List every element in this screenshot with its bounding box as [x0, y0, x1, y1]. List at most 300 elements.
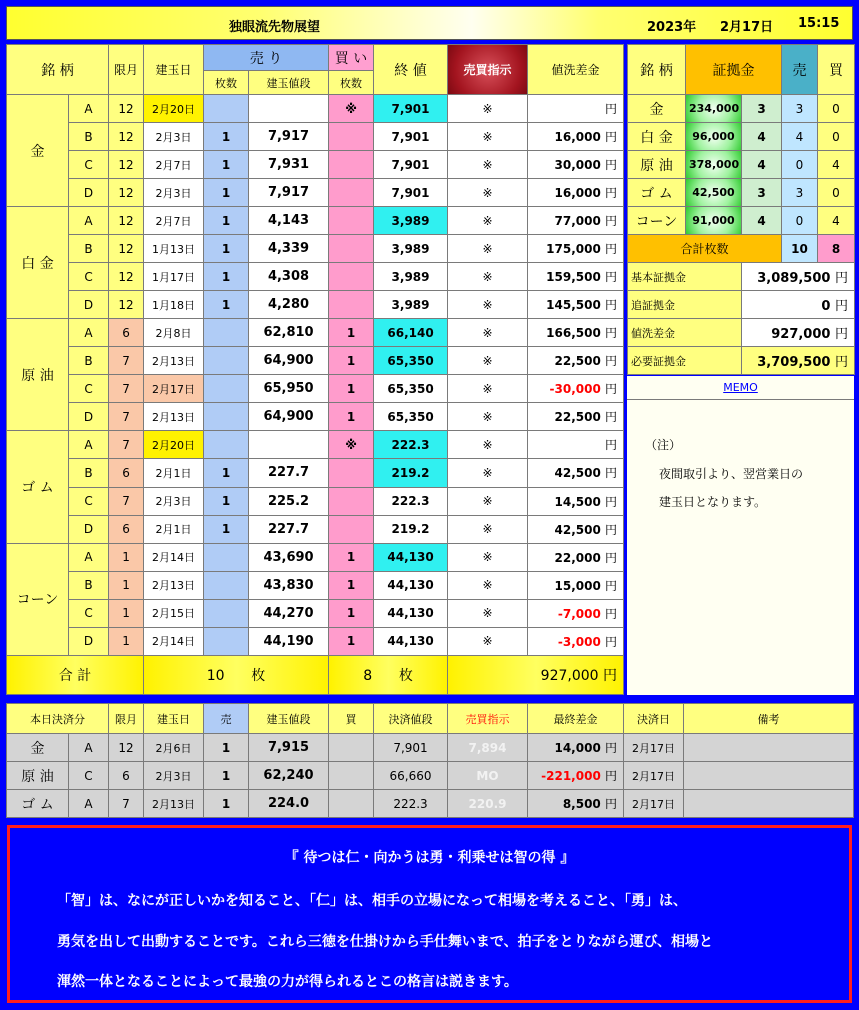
yen-unit: 円 [605, 186, 618, 201]
sell-count: 1 [204, 291, 249, 319]
settle-header-label: 本日決済分 [7, 704, 109, 734]
diff-value: -3,000 [557, 634, 601, 649]
margin-units: 4 [742, 123, 782, 151]
sell-count: 1 [204, 263, 249, 291]
table-row [7, 571, 624, 599]
positions-table [6, 44, 624, 695]
table-row [7, 431, 624, 459]
settle-header-date: 建玉日 [144, 704, 204, 734]
contract-month: 6 [109, 459, 144, 487]
total-buy [329, 655, 448, 694]
settlement-table [6, 703, 854, 818]
sell-count: 1 [204, 207, 249, 235]
trade-sign: ※ [448, 431, 528, 459]
header-buy: 買 い [329, 45, 374, 71]
trade-sign: ※ [448, 375, 528, 403]
close-price: 65,350 [374, 375, 448, 403]
settle-note [684, 734, 854, 762]
contract-month: 7 [109, 347, 144, 375]
position-date: 2月7日 [144, 151, 204, 179]
buy-count [329, 487, 374, 515]
settle-header-buy: 買 [329, 704, 374, 734]
table-row [7, 487, 624, 515]
position-price: 4,143 [249, 207, 329, 235]
trade-sign: ※ [448, 627, 528, 655]
diff-value: -7,000 [557, 606, 601, 621]
settle-settle-date: 2月17日 [624, 734, 684, 762]
margin-brand: 原 油 [628, 151, 686, 179]
header-close: 終 値 [374, 45, 448, 95]
settle-settle-date: 2月17日 [624, 762, 684, 790]
trade-sign: ※ [448, 291, 528, 319]
settle-brand: 原 油 [7, 762, 69, 790]
settle-slot: A [69, 734, 109, 762]
position-price [249, 95, 329, 123]
table-row [7, 291, 624, 319]
margin-units: 4 [742, 151, 782, 179]
contract-month: 7 [109, 431, 144, 459]
contract-month: 12 [109, 179, 144, 207]
slot-label: A [69, 319, 109, 347]
mark-to-market [528, 123, 624, 151]
group-name: 白 金 [7, 207, 69, 319]
close-price: 65,350 [374, 347, 448, 375]
diff-value: 175,000 [546, 242, 601, 257]
buy-count [329, 263, 374, 291]
contract-month: 12 [109, 291, 144, 319]
slot-label: D [69, 627, 109, 655]
group-name: 金 [7, 95, 69, 207]
margin-buy: 0 [818, 179, 855, 207]
position-price: 44,270 [249, 599, 329, 627]
motto-title: 『 待つは仁・向かうは勇・利乗せは智の得 』 [284, 850, 575, 866]
diff-value: 145,500 [546, 298, 601, 313]
contract-month: 1 [109, 627, 144, 655]
position-price: 7,931 [249, 151, 329, 179]
close-price: 7,901 [374, 179, 448, 207]
trade-sign: ※ [448, 347, 528, 375]
total-units-sell: 10 [782, 235, 818, 263]
settle-month: 7 [109, 790, 144, 818]
buy-count: 1 [329, 599, 374, 627]
yen-unit: 円 [605, 214, 618, 229]
total-sell [144, 655, 329, 694]
header-sell: 売 り [204, 45, 329, 71]
group-name: コーン [7, 543, 69, 655]
buy-count [329, 207, 374, 235]
settle-brand: 金 [7, 734, 69, 762]
margin-header-sell: 売 [782, 45, 818, 95]
trade-sign: ※ [448, 319, 528, 347]
settle-sell: 1 [204, 762, 249, 790]
slot-label: B [69, 459, 109, 487]
trade-sign: ※ [448, 235, 528, 263]
margin-buy: 4 [818, 151, 855, 179]
sell-count: 1 [204, 459, 249, 487]
position-date: 2月3日 [144, 123, 204, 151]
group-name: 原 油 [7, 319, 69, 431]
buy-count: ※ [329, 431, 374, 459]
settle-slot: A [69, 790, 109, 818]
close-price: 3,989 [374, 235, 448, 263]
table-row [7, 263, 624, 291]
memo-panel [627, 376, 854, 695]
settle-date: 2月3日 [144, 762, 204, 790]
position-date: 2月13日 [144, 571, 204, 599]
total-unit: 枚 [398, 667, 413, 684]
buy-count [329, 515, 374, 543]
yen-unit: 円 [605, 270, 618, 285]
total-label: 合 計 [7, 655, 144, 694]
buy-count [329, 151, 374, 179]
buy-count: 1 [329, 347, 374, 375]
yen-unit: 円 [605, 298, 618, 313]
total-amount-value: 927,000 [540, 667, 599, 684]
contract-month: 7 [109, 403, 144, 431]
yen-unit: 円 [605, 466, 618, 481]
contract-month: 6 [109, 515, 144, 543]
settle-price: 62,240 [249, 762, 329, 790]
contract-month: 12 [109, 235, 144, 263]
yen-unit: 円 [604, 741, 617, 755]
close-price: 222.3 [374, 487, 448, 515]
settle-note [684, 762, 854, 790]
sell-count [204, 627, 249, 655]
close-price: 7,901 [374, 95, 448, 123]
memo-note: （注） [645, 438, 682, 452]
total-sell-count: 10 [206, 667, 225, 684]
slot-label: A [69, 95, 109, 123]
title-date: 2月17日 [720, 20, 774, 35]
yen-unit: 円 [834, 327, 848, 342]
summary-label: 追証拠金 [628, 291, 742, 319]
contract-month: 6 [109, 319, 144, 347]
slot-label: D [69, 515, 109, 543]
yen-unit: 円 [605, 494, 618, 509]
margin-header-margin: 証拠金 [686, 45, 782, 95]
position-date: 1月13日 [144, 235, 204, 263]
settle-note [684, 790, 854, 818]
mark-to-market [528, 403, 624, 431]
slot-label: A [69, 543, 109, 571]
summary-amount: 927,000 [771, 327, 831, 342]
mark-to-market [528, 543, 624, 571]
mark-to-market [528, 515, 624, 543]
trade-sign: ※ [448, 179, 528, 207]
settle-sign: 220.9 [448, 790, 528, 818]
mark-to-market [528, 431, 624, 459]
close-price: 7,901 [374, 151, 448, 179]
table-row [7, 151, 624, 179]
yen-unit: 円 [605, 382, 618, 397]
diff-value: 30,000 [554, 158, 601, 173]
table-row [7, 179, 624, 207]
settle-date: 2月6日 [144, 734, 204, 762]
contract-month: 1 [109, 599, 144, 627]
margin-header-buy: 買 [818, 45, 855, 95]
settle-header-month: 限月 [109, 704, 144, 734]
margin-brand: コーン [628, 207, 686, 235]
mark-to-market [528, 291, 624, 319]
position-price: 43,690 [249, 543, 329, 571]
summary-label: 基本証拠金 [628, 263, 742, 291]
memo-line2: 建玉日となります。 [659, 495, 767, 509]
buy-count: 1 [329, 319, 374, 347]
contract-month: 7 [109, 487, 144, 515]
summary-row [628, 291, 855, 319]
trade-sign: ※ [448, 151, 528, 179]
settle-final [528, 790, 624, 818]
header-buy-count: 枚数 [329, 71, 374, 95]
margin-sell: 3 [782, 95, 818, 123]
slot-label: B [69, 235, 109, 263]
close-price: 7,901 [374, 123, 448, 151]
position-date: 2月14日 [144, 627, 204, 655]
diff-value: 159,500 [546, 270, 601, 285]
group-name: ゴ ム [7, 431, 69, 543]
position-date: 2月1日 [144, 459, 204, 487]
settle-row [7, 790, 854, 818]
close-price: 66,140 [374, 319, 448, 347]
buy-count [329, 235, 374, 263]
final-value: 14,000 [554, 741, 601, 755]
slot-label: C [69, 375, 109, 403]
margin-brand: ゴ ム [628, 179, 686, 207]
close-price: 3,989 [374, 263, 448, 291]
mark-to-market [528, 95, 624, 123]
yen-unit: 円 [604, 769, 617, 783]
yen-unit: 円 [605, 130, 618, 145]
mark-to-market [528, 263, 624, 291]
header-month: 限月 [109, 45, 144, 95]
position-date: 2月20日 [144, 431, 204, 459]
sell-count [204, 375, 249, 403]
contract-month: 1 [109, 543, 144, 571]
settle-sell: 1 [204, 734, 249, 762]
yen-unit: 円 [834, 271, 848, 286]
diff-value: 42,500 [554, 466, 601, 481]
settle-header-sell: 売 [204, 704, 249, 734]
sell-count [204, 403, 249, 431]
sell-count [204, 95, 249, 123]
yen-unit: 円 [605, 102, 618, 117]
settle-header-final: 最終差金 [528, 704, 624, 734]
table-row [7, 543, 624, 571]
buy-count: 1 [329, 571, 374, 599]
trade-sign: ※ [448, 571, 528, 599]
total-unit: 枚 [251, 667, 266, 684]
summary-value [742, 347, 855, 375]
position-date: 2月14日 [144, 543, 204, 571]
settle-header-price: 建玉値段 [249, 704, 329, 734]
settle-settle-price: 222.3 [374, 790, 448, 818]
buy-count: 1 [329, 543, 374, 571]
mark-to-market [528, 571, 624, 599]
diff-value: 16,000 [554, 130, 601, 145]
contract-month: 1 [109, 571, 144, 599]
header-price: 建玉値段 [249, 71, 329, 95]
margin-buy: 4 [818, 207, 855, 235]
settle-header-note: 備考 [684, 704, 854, 734]
table-row [7, 95, 624, 123]
settle-settle-price: 66,660 [374, 762, 448, 790]
title-time: 15:15 [798, 16, 840, 31]
summary-amount: 3,089,500 [757, 271, 831, 286]
settle-sign: MO [448, 762, 528, 790]
sell-count [204, 347, 249, 375]
buy-count [329, 459, 374, 487]
summary-label: 必要証拠金 [628, 347, 742, 375]
yen-unit: 円 [605, 438, 618, 453]
yen-unit: 円 [605, 326, 618, 341]
trade-sign: ※ [448, 95, 528, 123]
table-row [7, 459, 624, 487]
settle-buy [329, 762, 374, 790]
close-price: 44,130 [374, 571, 448, 599]
position-price: 43,830 [249, 571, 329, 599]
summary-value [742, 291, 855, 319]
yen-unit: 円 [605, 550, 618, 565]
mark-to-market [528, 151, 624, 179]
close-price: 65,350 [374, 403, 448, 431]
margin-amount: 42,500 [686, 179, 742, 207]
slot-label: C [69, 151, 109, 179]
header-date: 建玉日 [144, 45, 204, 95]
slot-label: D [69, 179, 109, 207]
close-price: 222.3 [374, 431, 448, 459]
summary-row [628, 263, 855, 291]
yen-unit: 円 [604, 797, 617, 811]
position-date: 2月13日 [144, 403, 204, 431]
yen-unit: 円 [605, 578, 618, 593]
buy-count [329, 179, 374, 207]
settle-header-sign: 売買指示 [448, 704, 528, 734]
slot-label: D [69, 291, 109, 319]
position-date: 2月7日 [144, 207, 204, 235]
mark-to-market [528, 207, 624, 235]
close-price: 3,989 [374, 207, 448, 235]
close-price: 44,130 [374, 543, 448, 571]
final-value: -221,000 [541, 769, 601, 783]
yen-unit: 円 [605, 606, 618, 621]
margin-amount: 234,000 [686, 95, 742, 123]
motto-line2: 勇気を出して出動することです。これら三徳を仕掛けから手仕舞いまで、拍子をとりながら運び、相場と [57, 934, 714, 950]
trade-sign: ※ [448, 123, 528, 151]
trade-sign: ※ [448, 487, 528, 515]
contract-month: 12 [109, 123, 144, 151]
slot-label: B [69, 347, 109, 375]
yen-unit: 円 [603, 667, 618, 684]
diff-value: 14,500 [554, 494, 601, 509]
sell-count: 1 [204, 151, 249, 179]
mark-to-market [528, 347, 624, 375]
yen-unit: 円 [834, 355, 848, 370]
margin-units: 3 [742, 179, 782, 207]
settle-settle-price: 7,901 [374, 734, 448, 762]
contract-month: 12 [109, 151, 144, 179]
margin-units: 3 [742, 95, 782, 123]
margin-brand: 白 金 [628, 123, 686, 151]
close-price: 219.2 [374, 515, 448, 543]
settle-slot: C [69, 762, 109, 790]
diff-value: 77,000 [554, 214, 601, 229]
position-price: 227.7 [249, 515, 329, 543]
position-date: 2月3日 [144, 487, 204, 515]
buy-count [329, 123, 374, 151]
position-date: 2月3日 [144, 179, 204, 207]
margin-row [628, 151, 855, 179]
mark-to-market [528, 487, 624, 515]
settle-final [528, 762, 624, 790]
mark-to-market [528, 599, 624, 627]
trade-sign: ※ [448, 207, 528, 235]
margin-buy: 0 [818, 95, 855, 123]
position-price: 4,280 [249, 291, 329, 319]
motto-panel [7, 825, 852, 1003]
summary-row [628, 319, 855, 347]
trade-sign: ※ [448, 263, 528, 291]
diff-value: 15,000 [554, 578, 601, 593]
table-row [7, 375, 624, 403]
slot-label: C [69, 487, 109, 515]
sell-count: 1 [204, 123, 249, 151]
position-price: 64,900 [249, 347, 329, 375]
table-row [7, 515, 624, 543]
close-price: 44,130 [374, 599, 448, 627]
position-price: 65,950 [249, 375, 329, 403]
position-price: 225.2 [249, 487, 329, 515]
margin-brand: 金 [628, 95, 686, 123]
sell-count: 1 [204, 179, 249, 207]
margin-amount: 91,000 [686, 207, 742, 235]
position-price: 7,917 [249, 179, 329, 207]
sell-count: 1 [204, 487, 249, 515]
summary-value [742, 263, 855, 291]
yen-unit: 円 [834, 299, 848, 314]
settle-row [7, 762, 854, 790]
trade-sign: ※ [448, 403, 528, 431]
total-units-buy: 8 [818, 235, 855, 263]
margin-amount: 96,000 [686, 123, 742, 151]
buy-count [329, 291, 374, 319]
summary-amount: 0 [821, 299, 831, 314]
total-buy-count: 8 [363, 667, 373, 684]
settle-price: 7,915 [249, 734, 329, 762]
settle-month: 6 [109, 762, 144, 790]
table-row [7, 403, 624, 431]
position-price: 7,917 [249, 123, 329, 151]
page-title: 独眼流先物展望 [229, 20, 321, 35]
slot-label: B [69, 571, 109, 599]
yen-unit: 円 [605, 634, 618, 649]
header-diff: 値洗差金 [528, 45, 624, 95]
memo-link[interactable]: MEMO [627, 376, 854, 400]
header-sign: 売買指示 [448, 45, 528, 95]
yen-unit: 円 [605, 410, 618, 425]
position-price: 4,308 [249, 263, 329, 291]
mark-to-market [528, 459, 624, 487]
table-row [7, 207, 624, 235]
buy-count: 1 [329, 403, 374, 431]
position-price: 4,339 [249, 235, 329, 263]
mark-to-market [528, 319, 624, 347]
position-date: 2月15日 [144, 599, 204, 627]
contract-month: 12 [109, 207, 144, 235]
settle-sign: 7,894 [448, 734, 528, 762]
margin-amount: 378,000 [686, 151, 742, 179]
diff-value: -30,000 [549, 382, 601, 397]
margin-row [628, 95, 855, 123]
